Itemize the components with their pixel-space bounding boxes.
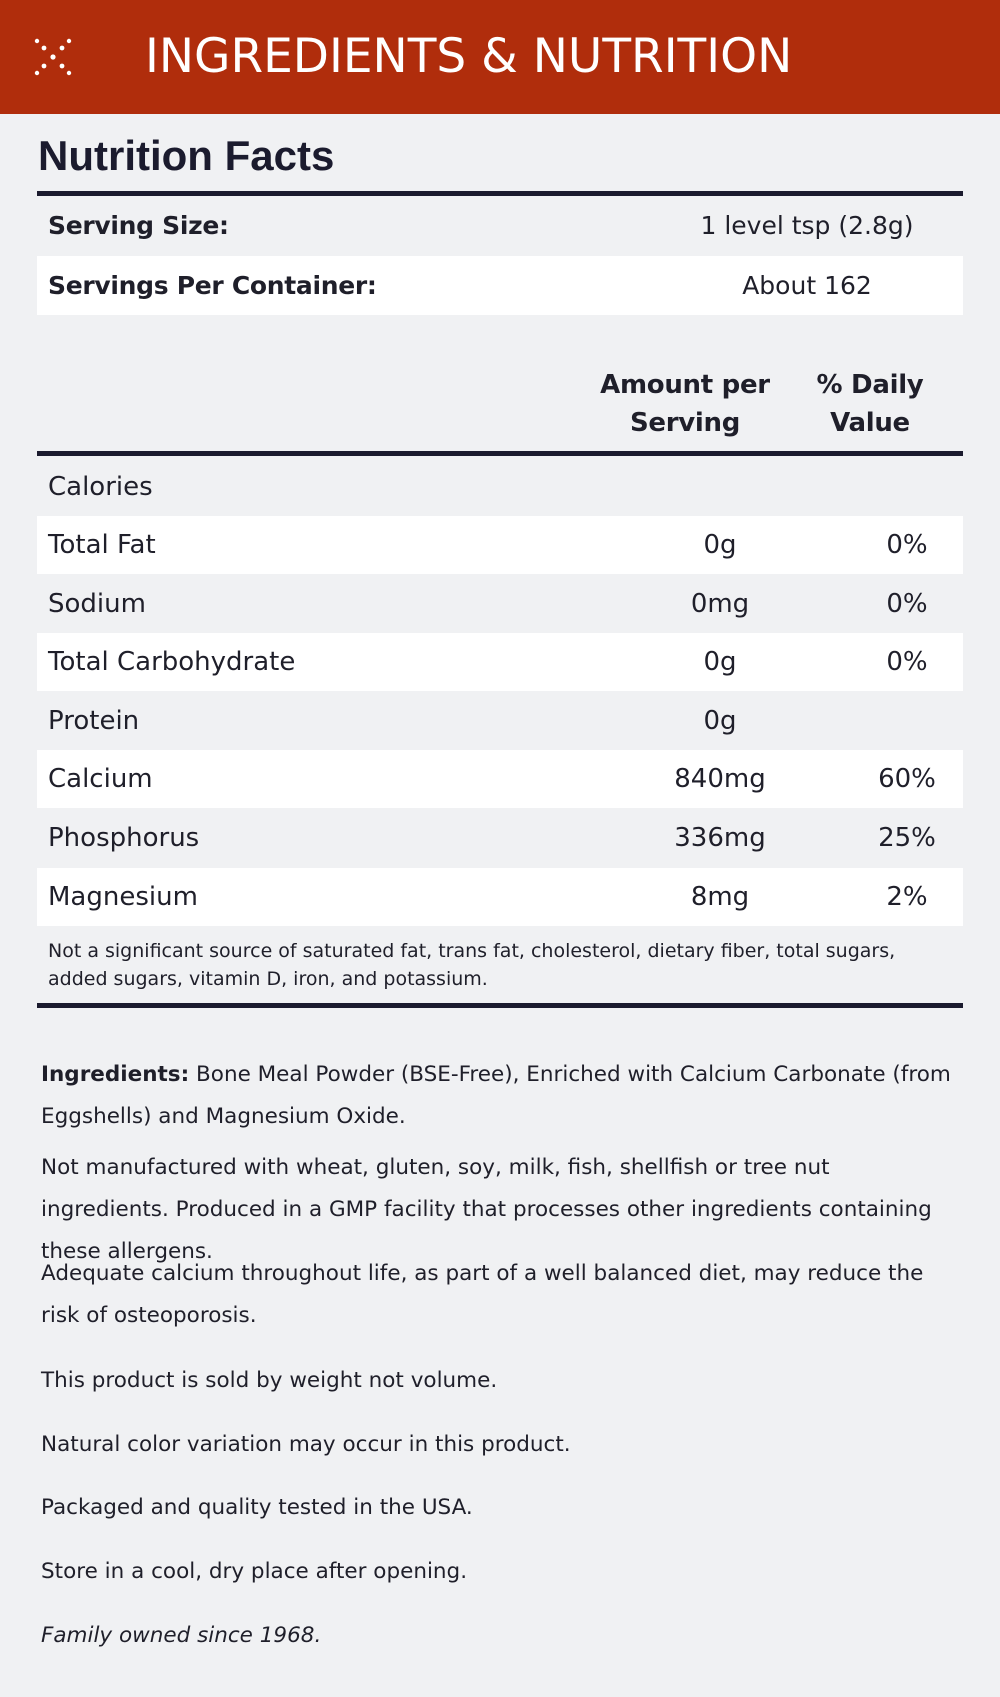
ingredients-paragraph: [41, 1054, 961, 1138]
nutrient-amount: 0mg: [690, 589, 750, 619]
serving-size-value: 1 level tsp (2.8g): [700, 211, 914, 240]
ingredients-label: Ingredients:: [41, 1062, 190, 1087]
thick-divider: [37, 1003, 963, 1008]
nutrient-name: Calcium: [48, 764, 153, 794]
nutrient-name: Protein: [48, 706, 140, 736]
ingredients-text: Bone Meal Powder (BSE-Free), Enriched with Calcium Carbonate (from Eggshells) and Magnesium Oxide.: [41, 1062, 951, 1129]
nutrient-amount: 0g: [703, 706, 737, 736]
thick-divider: [37, 451, 963, 456]
nutrient-row-calcium: [37, 750, 963, 808]
calcium-health-claim: Adequate calcium throughout life, as part of a well balanced diet, may reduce the risk of osteoporosis.: [41, 1261, 924, 1328]
nutrient-name: Sodium: [48, 589, 146, 619]
nutrient-row-magnesium: [37, 868, 963, 926]
column-header-amount: Amount per Serving: [600, 370, 770, 438]
servings-per-container-row: [37, 256, 963, 315]
nutrient-amount: 8mg: [690, 882, 750, 912]
nutrient-name: Phosphorus: [48, 823, 200, 853]
weight-note: This product is sold by weight not volume.: [41, 1368, 498, 1393]
section-header: [0, 0, 1000, 114]
packaged-note: Packaged and quality tested in the USA.: [41, 1495, 473, 1520]
column-header-daily-value: % Daily Value: [816, 370, 924, 438]
nutrient-daily-value: 25%: [878, 823, 936, 853]
nutrient-amount: 0g: [703, 530, 737, 560]
nutrient-daily-value: 0%: [886, 589, 928, 619]
nutrient-name: Magnesium: [48, 882, 198, 912]
nutrient-daily-value: 0%: [886, 530, 928, 560]
nutrient-row-phosphorus: [37, 809, 963, 867]
nutrient-amount: 0g: [703, 647, 737, 677]
servings-per-container-label: Servings Per Container:: [48, 271, 377, 300]
nutrient-name: Calories: [48, 472, 153, 502]
color-variation-note: Natural color variation may occur in this product.: [41, 1432, 571, 1457]
nutrient-daily-value: 60%: [878, 764, 936, 794]
nutrient-daily-value: 2%: [886, 882, 928, 912]
nutrient-daily-value: 0%: [886, 647, 928, 677]
storage-note: Store in a cool, dry place after opening.: [41, 1559, 468, 1584]
serving-size-row: [37, 196, 963, 255]
servings-per-container-value: About 162: [742, 271, 872, 300]
nutrient-name: Total Fat: [48, 530, 156, 560]
nutrient-row-total-carbohydrate: [37, 633, 963, 691]
nutrient-amount: 336mg: [674, 823, 766, 853]
expand-icon[interactable]: [34, 38, 72, 76]
nutrient-row-protein: [37, 692, 963, 750]
nutrient-row-calories: [37, 458, 963, 516]
nutrition-footnote: Not a significant source of saturated fat, trans fat, cholesterol, dietary fiber, total sugars, added sugars, vitamin D, iron, and potassium.: [48, 940, 896, 990]
nutrient-row-sodium: [37, 575, 963, 633]
nutrient-amount: 840mg: [674, 764, 766, 794]
serving-size-label: Serving Size:: [48, 211, 229, 240]
nutrient-row-total-fat: [37, 516, 963, 574]
nutrition-facts-title: Nutrition Facts: [38, 132, 335, 179]
family-owned-note: Family owned since 1968.: [41, 1623, 322, 1648]
nutrient-name: Total Carbohydrate: [48, 647, 296, 677]
header-title: INGREDIENTS & NUTRITION: [145, 29, 793, 84]
allergen-statement: Not manufactured with wheat, gluten, soy, milk, fish, shellfish or tree nut ingredients. Produced in a GMP facility that processes other ingredients containing these allergens.: [41, 1155, 932, 1264]
